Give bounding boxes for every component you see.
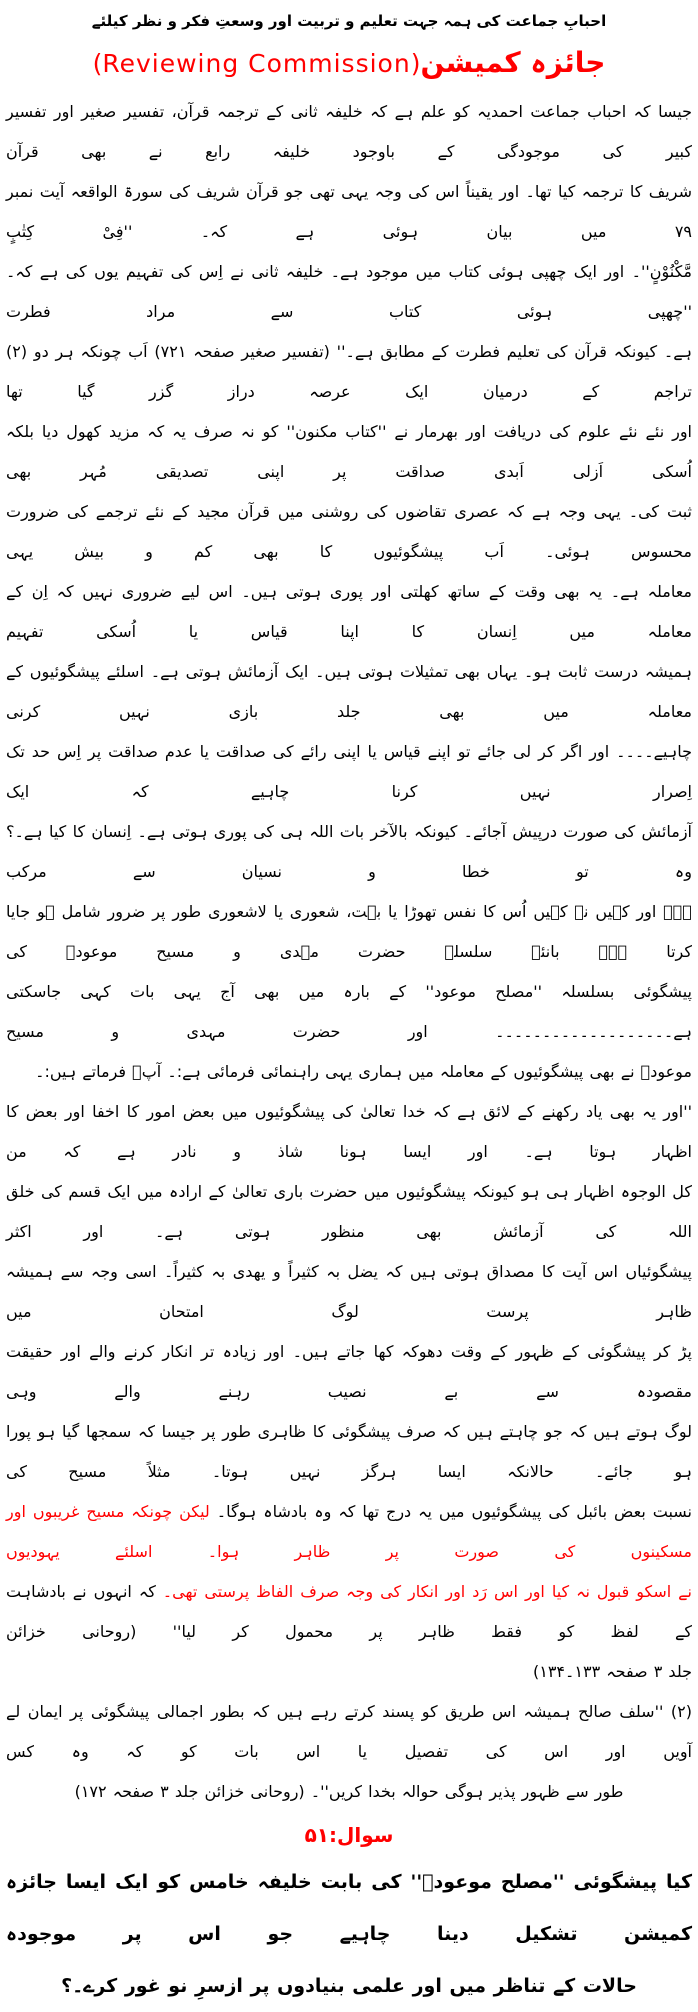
text-line (6, 1412, 692, 1492)
text-segment: آزمائش کی صورت درپیش آجائے۔ کیونکہ بالآخر بات اللہ ہی کی پوری ہوتی ہے۔ اِنسان کا کیا ہے۔؟ وہ تو خطا و نسیان سے مرکب (6, 822, 692, 881)
text-line (6, 1960, 692, 2012)
text-segment: حالات کے تناظر میں اور علمی بنیادوں پر ازسرِ نو غور کرے۔؟ (61, 1975, 637, 1997)
text-line (6, 492, 692, 572)
title-english: (Reviewing Commission) (92, 49, 421, 78)
text-line (6, 1052, 692, 1092)
highlighted-text-segment: نے اسکو قبول نہ کیا اور اس رَد اور انکار کی وجہ صرف الفاظ پرستی تھی۔ (155, 1582, 693, 1601)
text-line (6, 92, 692, 172)
text-line (6, 972, 692, 1052)
text-segment: پڑ کر پیشگوئی کے ظہور کے وقت دھوکہ کھا جاتے ہیں۔ اور زیادہ تر انکار کرنے والے اور حقیقت مقصودہ سے بے نصیب رہنے والے وہی (6, 1342, 692, 1401)
question-text (6, 1856, 692, 2012)
text-line (6, 1492, 692, 1572)
highlighted-text-segment: لیکن چونکہ مسیح غریبوں اور مسکینوں کی صورت پر ظاہر ہوا۔ اسلئے یہودیوں (6, 1502, 692, 1561)
text-line (6, 1252, 692, 1332)
text-line (6, 412, 692, 492)
text-segment: شریف کا ترجمہ کیا تھا۔ اور یقیناً اس کی وجہ یہی تھی جو قرآن شریف کی سورۃ الواقعہ آیت نمبر ۷۹ میں بیان ہوئی ہے کہ۔ ''فِیْ کِتٰبٍ (6, 182, 692, 241)
text-segment: کل الوجوہ اظہار ہی ہو کیونکہ پیشگوئیوں میں حضرت باری تعالیٰ کے ارادہ میں ایک قسم کی خلق اللہ کی آزمائش بھی منظور ہوتی ہے۔ اور اکثر (6, 1182, 692, 1241)
text-line (6, 892, 692, 972)
text-segment: طور سے ظہور پذیر ہوگی حوالہ بخدا کریں''۔ (روحانی خزائن جلد ۳ صفحہ ۱۷۲) (74, 1782, 624, 1801)
text-segment: پیشگوئیاں اس آیت کا مصداق ہوتی ہیں کہ یضل بہ کثیراً و یھدی بہ کثیراً۔ اسی وجہ سے ہمیشہ ظاہر پرست لوگ امتحان میں (6, 1262, 692, 1321)
text-segment: ہے۔ اور کہیں نہ کہیں اُس کا نفس تھوڑا یا بہت، شعوری یا لاشعوری طور پر ضرور شامل ہو جایا کرتا ہے۔ بانئے سلسلہ حضرت مہدی و مسیح موعودؑ کی (6, 902, 692, 961)
article-body (6, 92, 692, 1812)
text-line (6, 1332, 692, 1412)
text-line (6, 1692, 692, 1772)
text-line (6, 332, 692, 412)
title-urdu: جائزہ کمیشن (420, 46, 606, 79)
text-line (6, 1772, 692, 1812)
text-segment: موعودؑ نے بھی پیشگوئیوں کے معاملہ میں ہماری یہی راہنمائی فرمائی ہے:۔ آپؑ فرماتے ہیں:۔ (35, 1062, 692, 1081)
text-segment: کہ انہوں نے بادشاہت کے لفظ کو فقط ظاہر پر محمول کر لیا'' (روحانی خزائن (6, 1582, 692, 1641)
text-line (6, 252, 692, 332)
text-line (6, 172, 692, 252)
text-segment: معاملہ ہے۔ یہ بھی وقت کے ساتھ کھلتی اور پوری ہوتی ہیں۔ اس لیے ضروری نہیں کہ اِن کے معاملہ میں اِنسان کا اپنا قیاس یا اُسکی تفہیم (6, 582, 692, 641)
text-line (6, 572, 692, 652)
document-tagline: احبابِ جماعت کی ہمہ جہت تعلیم و تربیت اور وسعتِ فکر و نظر کیلئے (91, 12, 607, 30)
text-line (6, 1572, 692, 1652)
text-line (6, 732, 692, 812)
text-segment: ثبت کی۔ یہی وجہ ہے کہ عصری تقاضوں کی روشنی میں قرآن مجید کے نئے ترجمے کی ضرورت محسوس ہوئی۔ اَب پیشگوئیوں کا بھی کم و بیش یہی (6, 502, 693, 561)
text-line (6, 1172, 692, 1252)
text-segment: کیا پیشگوئی ''مصلح موعودؑ'' کی بابت خلیفہ خامس کو ایک ایسا جائزہ کمیشن تشکیل دینا چاہیے جو اس پر موجودہ (6, 1871, 692, 1945)
text-segment: چاہیے۔۔۔۔ اور اگر کر لی جائے تو اپنے قیاس یا اپنی رائے کی صداقت یا عدم صداقت پر اِس حد تک اِصرار نہیں کرنا چاہیے کہ ایک (6, 742, 692, 801)
text-segment: ''اور یہ بھی یاد رکھنے کے لائق ہے کہ خدا تعالیٰ کی پیشگوئیوں میں بعض امور کا اخفا اور بعض کا اظہار ہوتا ہے۔ اور ایسا ہونا شاذ و نادر ہے کہ من (6, 1102, 692, 1161)
text-segment: مَّکْنُوْنٍ''۔ اور ایک چھپی ہوئی کتاب میں موجود ہے۔ خلیفہ ثانی نے اِس کی تفہیم یوں کی ہے کہ۔ ''چھپی ہوئی کتاب سے مراد فطرت (6, 262, 692, 321)
text-line (6, 652, 692, 732)
document-title (6, 40, 692, 90)
text-segment: اور نئے نئے علوم کی دریافت اور بھرمار نے ''کتاب مکنون'' کو نہ صرف یہ کہ مزید کھول دیا بلکہ اُسکی اَزلی اَبدی صداقت پر اپنی تصدیقی مُہر بھی (6, 422, 692, 481)
text-segment: ہمیشہ درست ثابت ہو۔ یہاں بھی تمثیلات ہوتی ہیں۔ ایک آزمائش ہوتی ہے۔ اسلئے پیشگوئیوں کے معاملہ میں بھی جلد بازی نہیں کرنی (6, 662, 692, 721)
text-line (6, 1652, 692, 1692)
text-segment: ہے۔ کیونکہ قرآن کی تعلیم فطرت کے مطابق ہے۔'' (تفسیر صغیر صفحہ ۷۲۱) اَب چونکہ ہر دو (۲) تراجم کے درمیان ایک عرصہ دراز گزر گیا تھا (6, 342, 693, 401)
text-segment: (۲) ''سلف صالح ہمیشہ اس طریق کو پسند کرتے رہے ہیں کہ بطور اجمالی پیشگوئی پر ایمان لے آویں اور اس کی تفصیل یا اس بات کو کہ وہ کس (6, 1702, 692, 1761)
text-segment: جلد ۳ صفحہ ۱۳۳۔۱۳۴) (532, 1662, 692, 1681)
text-segment: پیشگوئی بسلسلہ ''مصلح موعود'' کے بارہ میں بھی آج یہی بات کہی جاسکتی ہے۔۔۔۔۔۔۔۔۔۔۔۔۔۔۔۔۔۔۔ اور حضرت مہدی و مسیح (6, 982, 692, 1041)
text-segment: جیسا کہ احباب جماعت احمدیہ کو علم ہے کہ خلیفہ ثانی کے ترجمہ قرآن، تفسیر صغیر اور تفسیر کبیر کی موجودگی کے باوجود خلیفہ رابع نے بھی قرآن (6, 102, 692, 161)
text-line (6, 1856, 692, 1960)
text-segment: لوگ ہوتے ہیں کہ جو چاہتے ہیں کہ صرف پیشگوئی کا ظاہری طور پر جیسا کہ سمجھا گیا ہو پورا ہو جائے۔ حالانکہ ایسا ہرگز نہیں ہوتا۔ مثلاً مسیح کی (6, 1422, 692, 1481)
question-heading: سوال:۵۱ (304, 1823, 394, 1847)
text-segment: نسبت بعض بائبل کی پیشگوئیوں میں یہ درج تھا کہ وہ بادشاہ ہوگا۔ (209, 1502, 692, 1521)
text-line (6, 812, 692, 892)
text-line (6, 1092, 692, 1172)
